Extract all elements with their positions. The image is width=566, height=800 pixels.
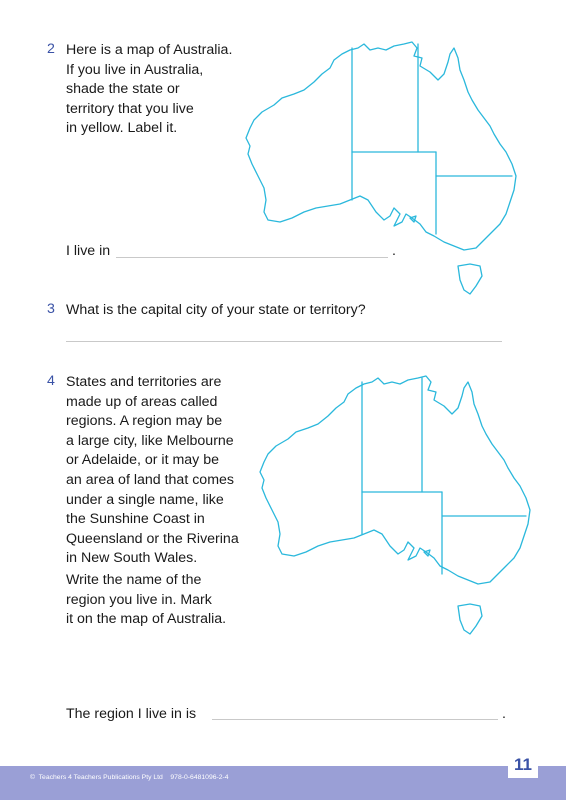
question-text-line: the Sunshine Coast in [66,511,205,528]
question-text-line: Here is a map of Australia. [66,42,233,58]
answer-line-q3[interactable] [66,341,502,342]
australia-map-2[interactable] [258,374,540,642]
question-text-line: it on the map of Australia. [66,611,227,628]
question-text-line: If you live in Australia, [66,61,204,78]
tasmania-outline [458,264,482,294]
answer-prefix-q2: I live in [66,243,111,259]
question-text-line: territory that you live [66,100,194,117]
answer-line-q4[interactable] [212,719,498,720]
question-3-number: 3 [47,301,55,317]
australia-mainland-outline [260,376,530,584]
footer-band [0,766,566,800]
tasmania-outline [458,604,482,634]
australia-map-1[interactable] [244,40,526,302]
question-text-line: or Adelaide, or it may be [66,452,219,469]
question-text-line: Write the name of the [66,572,202,588]
question-4-number: 4 [47,373,55,389]
australia-mainland-outline [246,42,516,250]
question-2-number: 2 [47,41,55,57]
answer-suffix-q2: . [392,243,396,259]
question-4-text [66,373,239,569]
question-text-line: made up of areas called [66,393,218,410]
page-number: 11 [508,752,538,778]
question-text-line: a large city, like Melbourne [66,432,234,449]
question-text-line: region you live in. Mark [66,591,212,608]
question-text-line: Queensland or the Riverina [66,530,239,547]
footer-copyright: © Teachers 4 Teachers Publications Pty Ltd 978-0-6481096-2-4 [30,774,229,781]
question-text-line: States and territories are [66,374,222,390]
question-text-line: shade the state or [66,81,180,98]
question-3-text: What is the capital city of your state or territory? [66,302,366,318]
question-4-instruction [66,571,226,630]
question-text-line: an area of land that comes [66,471,234,488]
question-text-line: regions. A region may be [66,413,223,430]
question-text-line: in New South Wales. [66,550,198,567]
answer-suffix-q4: . [502,706,506,722]
answer-prefix-q4: The region I live in is [66,706,197,722]
qld-south-border [442,492,526,516]
question-text-line: under a single name, like [66,491,224,508]
question-text-line: in yellow. Label it. [66,120,178,137]
qld-south-border [436,152,512,176]
question-2-text [66,41,232,139]
